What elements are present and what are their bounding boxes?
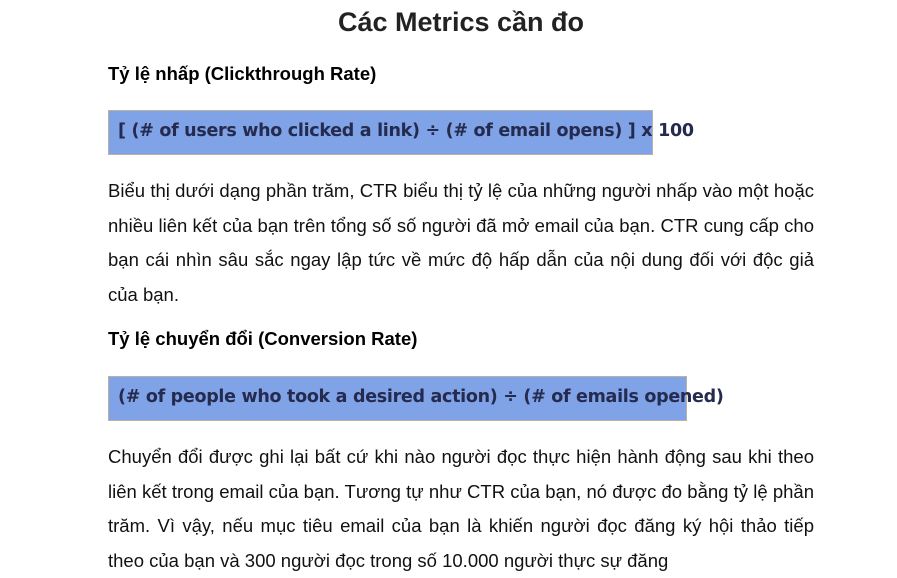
formula-box-ctr: [ (# of users who clicked a link) ÷ (# of email opens) ] x 100 [108,110,653,155]
section-heading-ctr: Tỷ lệ nhấp (Clickthrough Rate) [108,63,377,84]
section-heading-conversion: Tỷ lệ chuyển đổi (Conversion Rate) [108,328,418,349]
page-title: Các Metrics cần đo [337,7,585,37]
paragraph-ctr: Biểu thị dưới dạng phần trăm, CTR biểu thị tỷ lệ của những người nhấp vào một hoặc nhiều liên kết của bạn trên tổng số số người đã mở email của bạn. CTR cung cấp cho bạn cái nhìn sâu sắc ngay lập tức về mức độ hấp dẫn của nội dung đối với độc giả của bạn. [108,180,814,305]
paragraph-conversion: Chuyển đổi được ghi lại bất cứ khi nào người đọc thực hiện hành động sau khi theo liên kết trong email của bạn. Tương tự như CTR của bạn, nó được đo bằng tỷ lệ phần trăm. Vì vậy, nếu mục tiêu email của bạn là khiến người đọc đăng ký hội thảo tiếp theo của bạn và 300 người đọc trong số 10.000 người thực sự đăng [108,446,814,571]
formula-box-conversion: (# of people who took a desired action) ÷ (# of emails opened) [108,376,687,421]
